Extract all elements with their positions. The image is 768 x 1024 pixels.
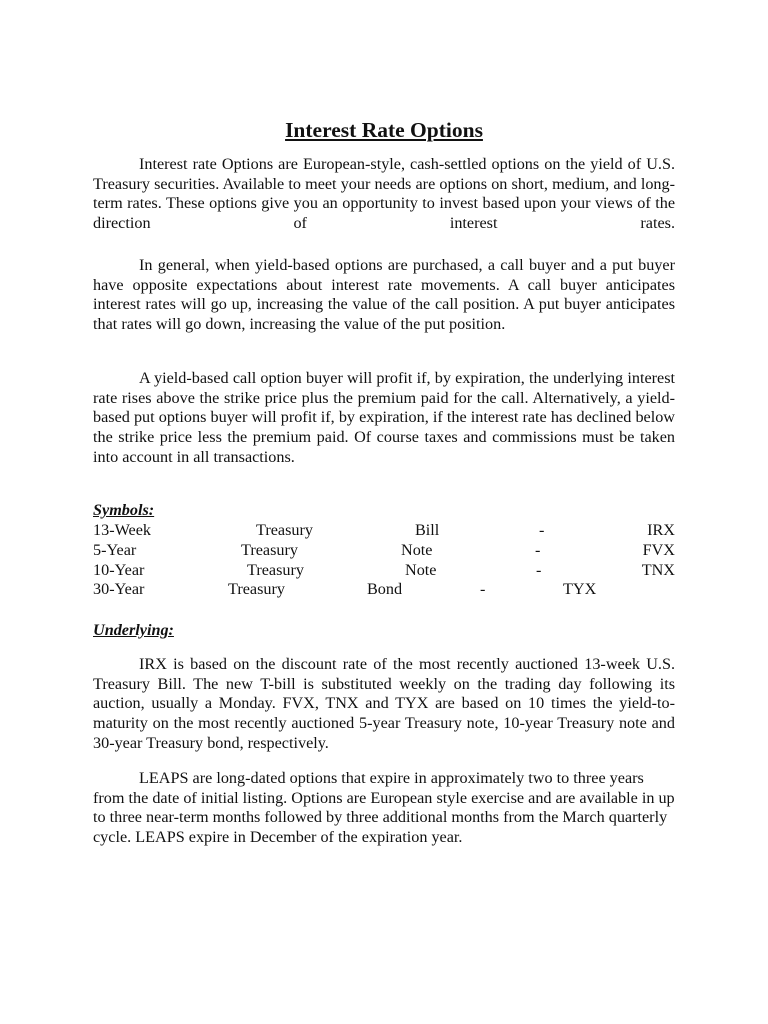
paragraph-general: In general, when yield-based options are purchased, a call buyer and a put buyer have opposite expectations about interest rate movements. A call buyer anticipates interest rates will go up, increasing the value of the call position. A put buyer anticipates that rates will go down, increasing the value of the put position.	[93, 256, 675, 334]
symbol-type: Bill	[415, 521, 440, 539]
symbol-row	[93, 579, 675, 599]
symbol-dash: -	[480, 580, 486, 598]
paragraph-profit: A yield-based call option buyer will profit if, by expiration, the underlying interest rate rises above the strike price plus the premium paid for the call. Alternatively, a yield-based put options buyer will profit if, by expiration, if the interest rate has declined below the strike price less the premium paid. Of course taxes and commissions must be taken into account in all transactions.	[93, 369, 675, 466]
symbol-term: 10-Year	[93, 561, 145, 579]
symbol-type: Note	[401, 541, 433, 559]
paragraph-underlying: IRX is based on the discount rate of the most recently auctioned 13-week U.S. Treasury Bill. The new T-bill is substituted weekly on the trading day following its auction, usually a Monday. FVX, TNX and TYX are based on 10 times the yield-to-maturity on the most recently auctioned 5-year Treasury note, 10-year Treasury note and 30-year Treasury bond, respectively.	[93, 655, 675, 752]
symbol-term: 13-Week	[93, 521, 152, 539]
symbol-row	[93, 520, 675, 540]
symbol-issuer: Treasury	[241, 541, 298, 559]
symbol-issuer: Treasury	[228, 580, 285, 598]
paragraph-leaps: LEAPS are long-dated options that expire in approximately two to three years from the date of initial listing. Options are European style exercise and are available in up to three near-term months followed by three additional months from the March quarterly cycle. LEAPS expire in December of the expiration year.	[93, 769, 675, 847]
symbol-code: TYX	[563, 580, 597, 598]
symbol-issuer: Treasury	[247, 561, 304, 579]
symbol-term: 30-Year	[93, 580, 145, 598]
symbol-code: IRX	[647, 521, 675, 539]
symbol-dash: -	[536, 561, 542, 579]
symbol-code: FVX	[642, 541, 675, 559]
symbol-type: Bond	[367, 580, 403, 598]
symbol-code: TNX	[641, 561, 675, 579]
symbol-dash: -	[539, 521, 545, 539]
symbol-row	[93, 560, 675, 580]
symbol-issuer: Treasury	[256, 521, 313, 539]
document-title: Interest Rate Options	[285, 118, 483, 142]
symbol-dash: -	[535, 541, 541, 559]
symbols-heading: Symbols:	[93, 501, 155, 519]
underlying-heading: Underlying:	[93, 621, 174, 639]
symbol-term: 5-Year	[93, 541, 137, 559]
paragraph-intro: Interest rate Options are European-style, cash-settled options on the yield of U.S. Treasury securities. Available to meet your needs are options on short, medium, and long-term rates. These options give you an opportunity to invest based upon your views of the direction of interest rates.	[93, 155, 675, 233]
symbol-row	[93, 540, 675, 560]
symbol-type: Note	[405, 561, 437, 579]
